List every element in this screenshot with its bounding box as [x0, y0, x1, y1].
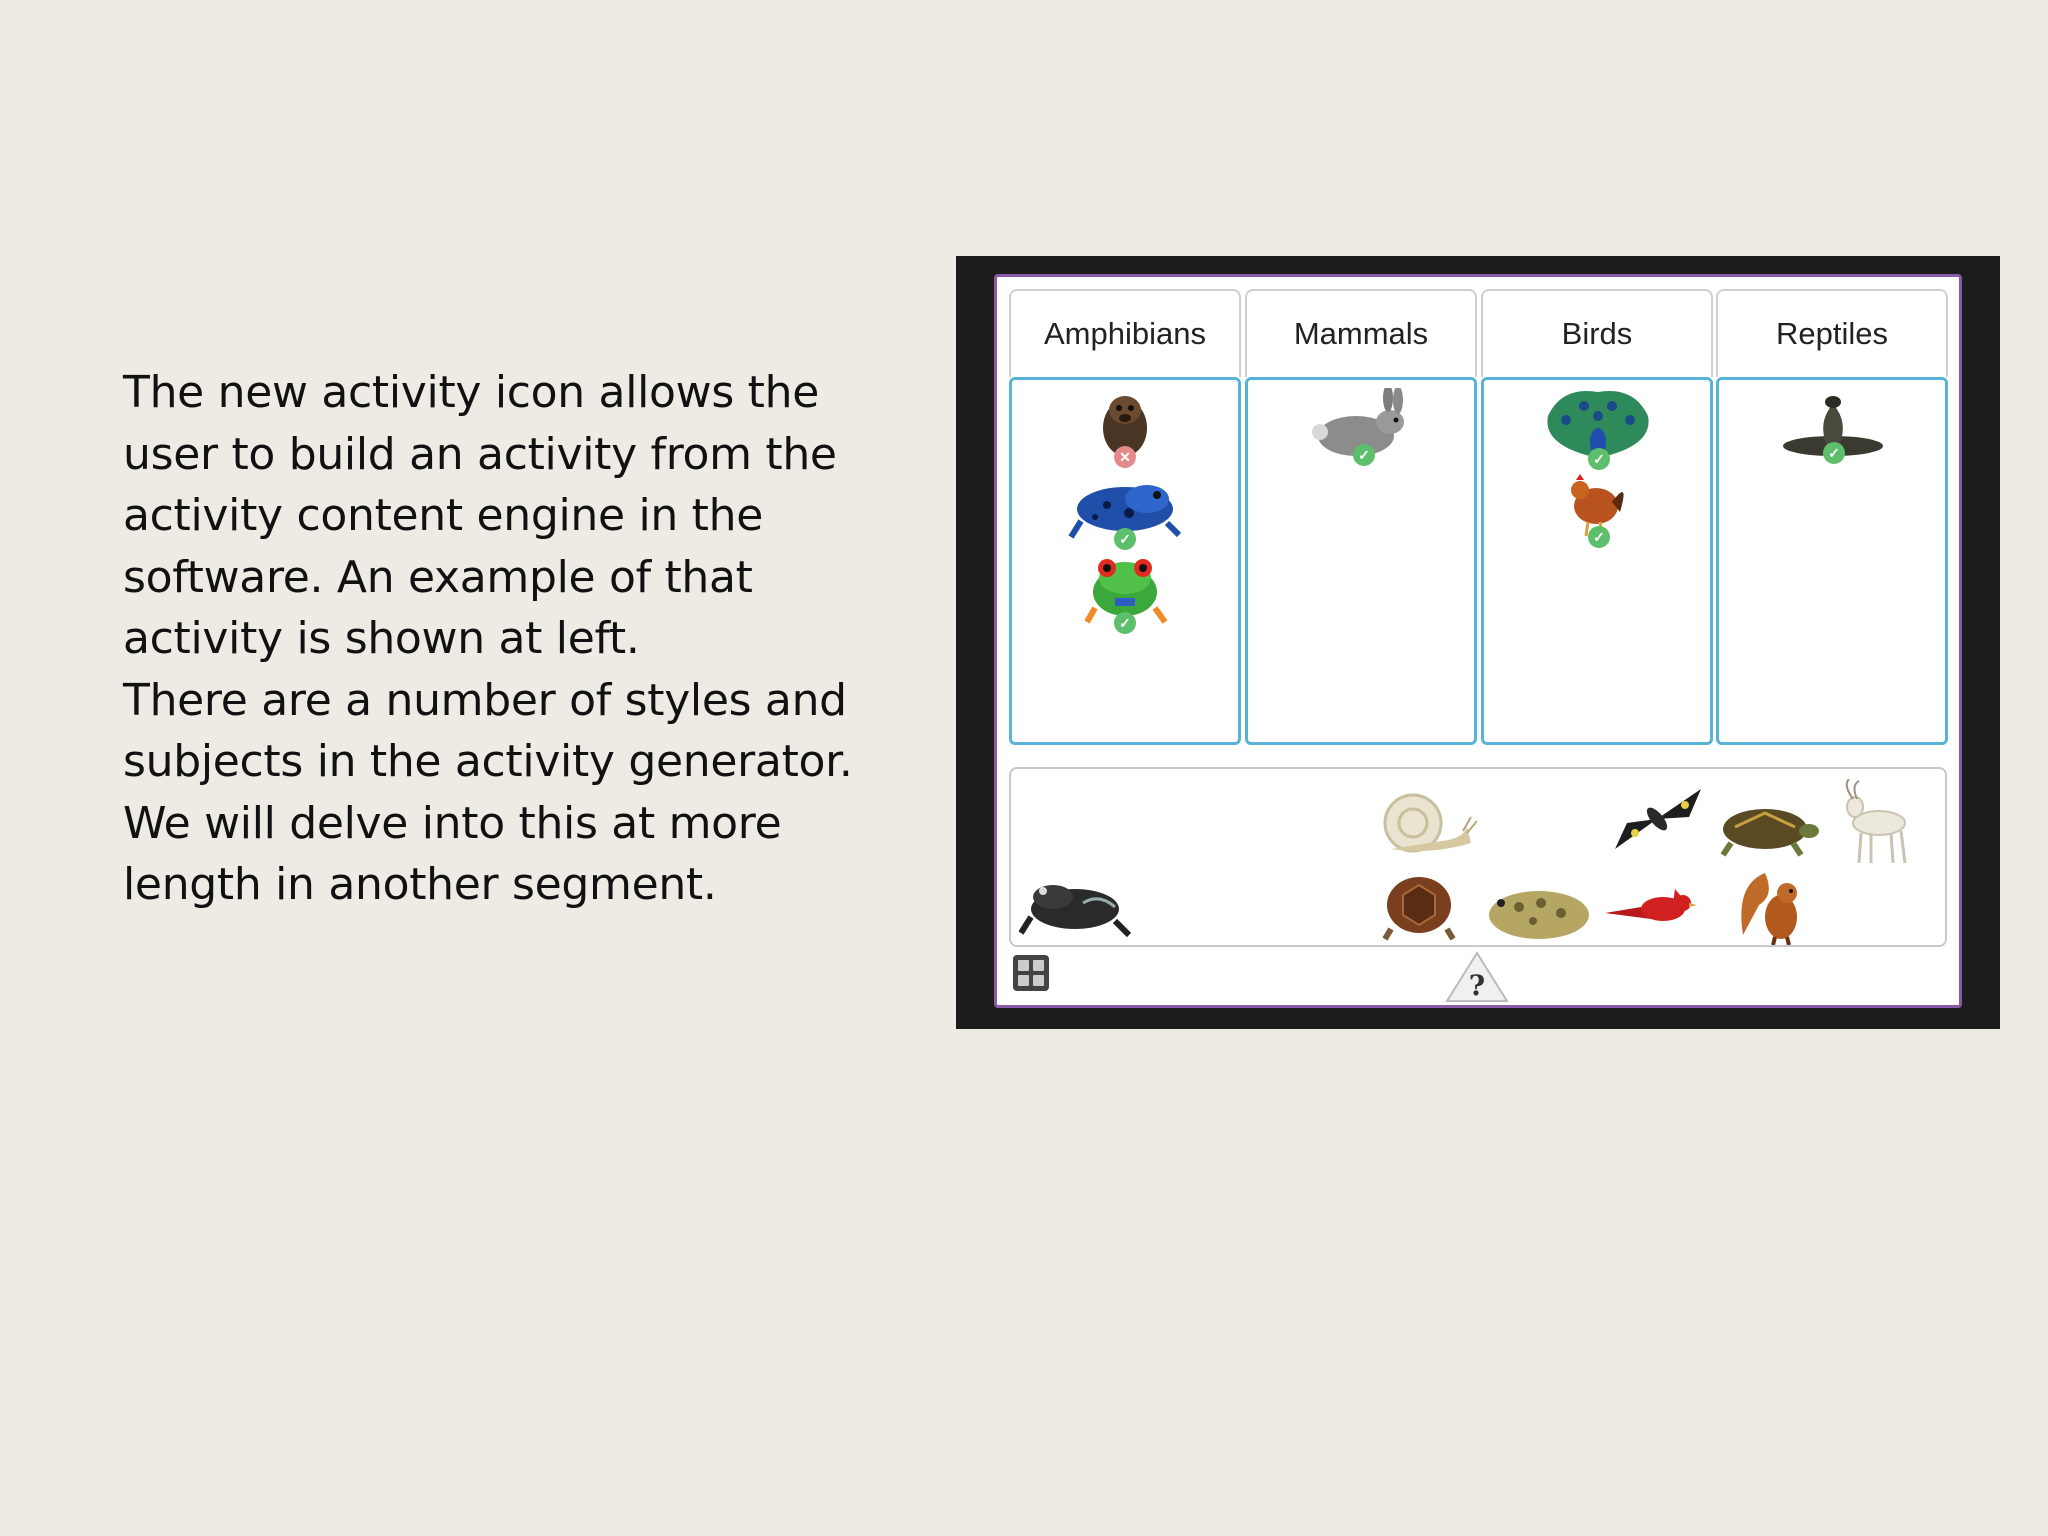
description-line: activity is shown at left.	[123, 613, 640, 664]
help-button[interactable]	[1445, 951, 1509, 1003]
drop-zone-mammals[interactable]	[1245, 377, 1477, 745]
correct-badge-icon: ✓	[1823, 442, 1845, 464]
grid-cell	[1018, 975, 1029, 986]
description-text	[123, 362, 883, 916]
help-label: ?	[1468, 969, 1486, 1002]
grid-cell	[1033, 975, 1044, 986]
description-line: The new activity icon allows the	[123, 367, 819, 418]
column-header-amphibians: Amphibians	[1009, 289, 1241, 377]
help-icon	[1445, 951, 1509, 1003]
description-line: activity content engine in the	[123, 490, 763, 541]
column-header-birds: Birds	[1481, 289, 1713, 377]
correct-badge-icon: ✓	[1588, 526, 1610, 548]
activity-board	[994, 274, 1962, 1008]
moth-icon[interactable]	[1605, 783, 1709, 855]
correct-badge-icon: ✓	[1353, 444, 1375, 466]
menu-button[interactable]	[1013, 955, 1049, 991]
drop-zone-reptiles[interactable]	[1716, 377, 1948, 745]
grid-cell	[1033, 960, 1044, 971]
black-frog-icon[interactable]	[1019, 873, 1131, 941]
correct-badge-icon: ✓	[1114, 612, 1136, 634]
description-line: We will delve into this at more	[123, 797, 782, 849]
grid-cell	[1018, 960, 1029, 971]
tortoise-icon[interactable]	[1381, 865, 1459, 943]
description-line: subjects in the activity generator.	[123, 736, 853, 787]
animal-tray	[1009, 767, 1947, 947]
drop-zone-birds[interactable]	[1481, 377, 1713, 745]
antelope-icon[interactable]	[1839, 779, 1921, 865]
description-line: software. An example of that	[123, 551, 753, 603]
correct-badge-icon: ✓	[1114, 528, 1136, 550]
turtle-icon[interactable]	[1711, 797, 1821, 859]
description-line: There are a number of styles and	[123, 674, 847, 726]
correct-badge-icon: ✓	[1588, 448, 1610, 470]
snail-icon[interactable]	[1371, 787, 1477, 857]
incorrect-badge-icon: ✕	[1114, 446, 1136, 468]
drop-zone-amphibians[interactable]	[1009, 377, 1241, 745]
squirrel-icon[interactable]	[1735, 865, 1809, 945]
column-header-mammals: Mammals	[1245, 289, 1477, 377]
cardinal-icon[interactable]	[1601, 873, 1701, 939]
column-header-reptiles: Reptiles	[1716, 289, 1948, 377]
description-line: length in another segment.	[123, 859, 717, 910]
activity-screenshot	[956, 256, 2000, 1029]
description-line: user to build an activity from the	[123, 428, 837, 480]
toad-icon[interactable]	[1483, 879, 1595, 945]
